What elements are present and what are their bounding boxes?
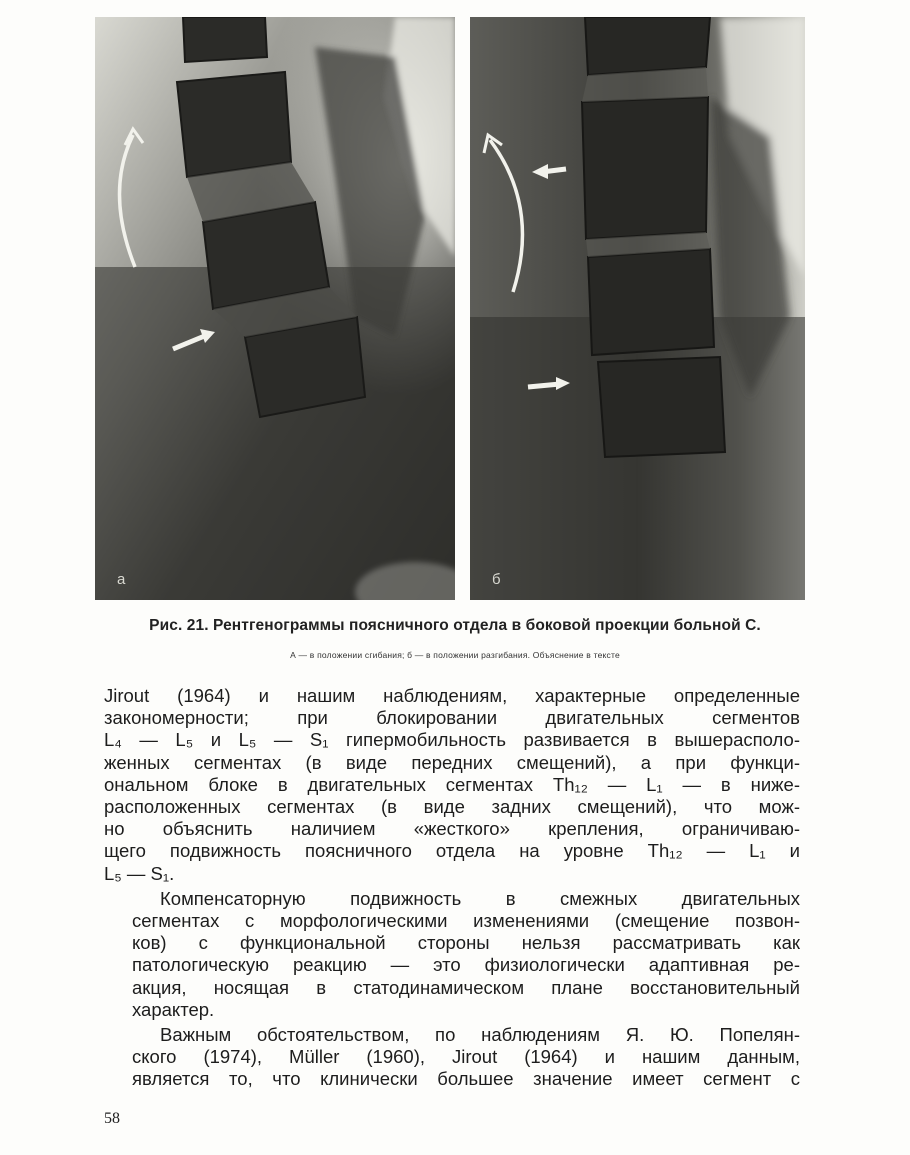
- text-line: характер.: [132, 998, 215, 1020]
- text-line: является то, что клинически большее значение имеет сегмент с: [132, 1068, 800, 1090]
- xray-image-flexion: [95, 17, 455, 600]
- paragraph-2: [104, 888, 800, 1021]
- text-line: акция, носящая в статодинамическом плане восстановительный: [132, 976, 800, 998]
- xray-panel-b: [470, 17, 805, 600]
- figure-caption-subtitle: А — в положении сгибания; б — в положении разгибания. Объяснение в тексте: [290, 650, 620, 660]
- text-line: Важным обстоятельством, по наблюдениям Я. Ю. Попелян-: [160, 1024, 800, 1046]
- text-line: сегментах с морфологическими изменениями (смещение позвон-: [132, 910, 800, 932]
- text-line: Компенсаторную подвижность в смежных двигательных: [160, 887, 800, 909]
- figure-caption: Рис. 21. Рентгенограммы поясничного отдела в боковой проекции больной С.: [149, 617, 761, 634]
- xray-panel-a: [95, 17, 455, 600]
- text-line: L₅ — S₁.: [104, 862, 175, 884]
- text-line: Jirout (1964) и нашим наблюдениям, характерные определенные: [104, 685, 800, 706]
- body-text: [104, 685, 800, 1091]
- page-number: 58: [104, 1110, 120, 1127]
- text-line: ональном блоке в двигательных сегментах Th₁₂ — L₁ — в ниже-: [104, 773, 800, 795]
- text-line: женных сегментах (в виде передних смещений), а при функци-: [104, 751, 800, 773]
- text-line: но объяснить наличием «жесткого» крепления, ограничиваю-: [104, 818, 800, 840]
- xray-image-extension: [470, 17, 805, 600]
- text-line: ского (1974), Müller (1960), Jirout (1964) и нашим данным,: [132, 1046, 800, 1068]
- text-line: расположенных сегментах (в виде задних смещений), что мож-: [104, 796, 800, 818]
- panel-label-b: б: [492, 571, 501, 588]
- paragraph-1: [104, 685, 800, 885]
- text-line: патологическую реакцию — это физиологически адаптивная ре-: [132, 954, 800, 976]
- text-line: L₄ — L₅ и L₅ — S₁ гипермобильность развивается в вышерасполо-: [104, 729, 800, 751]
- text-line: щего подвижность поясничного отдела на уровне Th₁₂ — L₁ и: [104, 840, 800, 862]
- panel-label-a: а: [117, 571, 126, 588]
- text-line: закономерности; при блокировании двигательных сегментов: [104, 707, 800, 729]
- text-line: ков) с функциональной стороны нельзя рассматривать как: [132, 932, 800, 954]
- figure-21: [95, 17, 805, 600]
- paragraph-3: [104, 1024, 800, 1091]
